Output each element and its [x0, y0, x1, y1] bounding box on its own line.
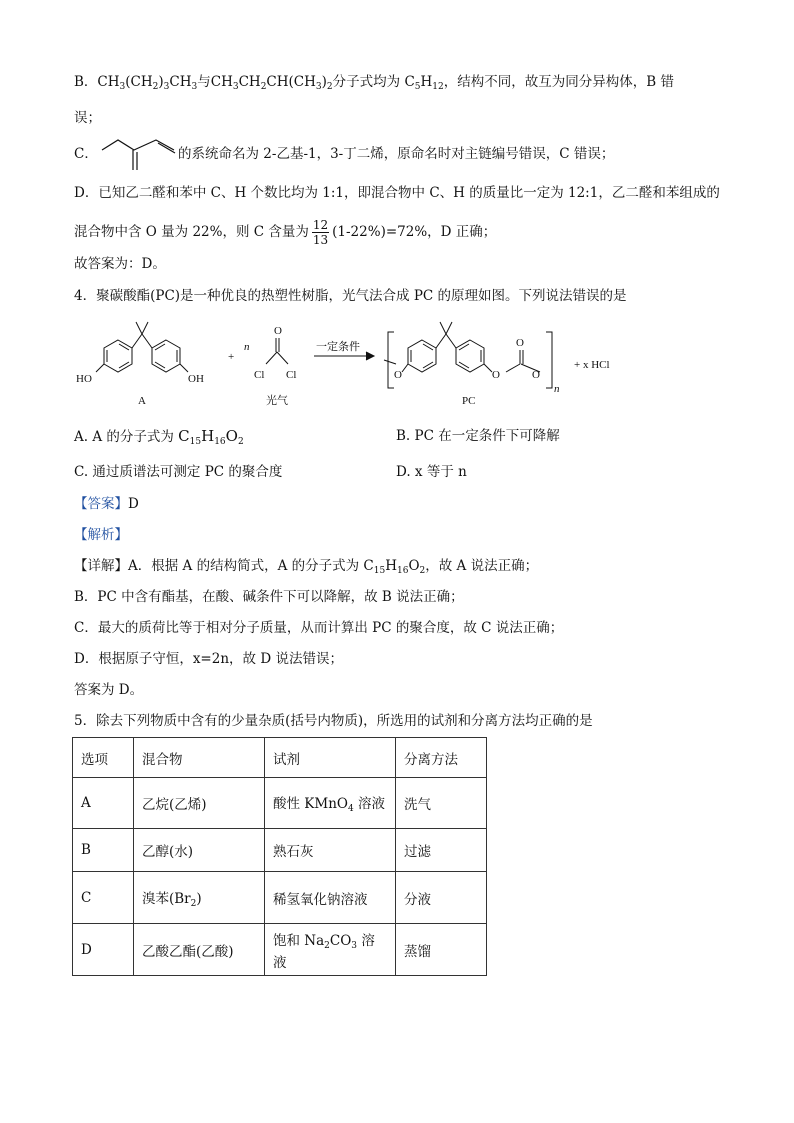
q4-option-c: C. 通过质谱法可测定 PC 的聚合度 — [74, 464, 283, 480]
cell-mixture: 乙醇(水) — [134, 829, 265, 872]
cell-mixture: 乙酸乙酯(乙酸) — [134, 924, 265, 976]
cell-option: A — [73, 778, 134, 829]
q5-table — [72, 737, 487, 976]
diene-structure — [100, 130, 180, 174]
q3-option-c: C． — [74, 146, 98, 162]
scheme-cl-left: Cl — [254, 369, 265, 381]
reaction-scheme — [70, 316, 630, 412]
q4-detail-d: D．根据原子守恒，x=2n，故 D 说法错误； — [74, 651, 343, 667]
q4-detail-a: 【详解】A．根据 A 的结构简式，A 的分子式为 $C_{15}H_{16}O_2$，故 A 说法正确； — [74, 558, 539, 576]
q4-option-d: D. x 等于 n — [396, 464, 467, 480]
table-row — [73, 872, 487, 924]
header-reagent: 试剂 — [265, 738, 396, 778]
scheme-label-pc: PC — [462, 395, 476, 407]
table-row — [73, 778, 487, 829]
q3-option-b: B．$CH_3(CH_2)_3CH_3$与$CH_3CH_2CH(CH_3)_2$分子式均为 $C_5H_{12}$，结构不同，故互为同分异构体，B 错 — [74, 74, 674, 92]
scheme-n: n — [244, 341, 250, 353]
scheme-condition: 一定条件 — [316, 341, 360, 353]
scheme-o-right: O — [492, 369, 500, 381]
q4-answer: 【答案】D — [74, 496, 139, 512]
table-header-row — [73, 738, 487, 778]
cell-reagent: 饱和 $Na_2CO_3$ 溶液 — [265, 924, 396, 976]
cell-reagent: 酸性 KMnO$_4$ 溶液 — [265, 778, 396, 829]
q3-option-c-text: 的系统命名为 2-乙基-1，3-丁二烯，原命名时对主链编号错误，C 错误； — [178, 146, 615, 162]
fraction: $\frac{12}{13}$ — [312, 218, 329, 247]
q4-analysis-tag: 【解析】 — [74, 527, 128, 543]
cell-option: D — [73, 924, 134, 976]
q3-option-d-line1: D．已知乙二醛和苯中 C、H 个数比均为 1:1，即混合物中 C、H 的质量比一定为 12:1，乙二醛和苯组成的 — [74, 185, 720, 201]
q3-option-d-line2: 混合物中含 O 量为 22%，则 C 含量为 $\frac{12}{13}$ (1-22%)=72%，D 正确； — [74, 218, 497, 247]
scheme-label-phosgene: 光气 — [266, 395, 288, 407]
scheme-plus: + — [228, 351, 235, 363]
q5-stem: 5．除去下列物质中含有的少量杂质(括号内物质)，所选用的试剂和分离方法均正确的是 — [74, 713, 593, 729]
cell-option: B — [73, 829, 134, 872]
q4-detail-c: C．最大的质荷比等于相对分子质量，从而计算出 PC 的聚合度，故 C 说法正确； — [74, 620, 564, 636]
q4-option-b: B. PC 在一定条件下可降解 — [396, 428, 560, 444]
scheme-label-a: A — [138, 395, 146, 407]
q4-stem: 4．聚碳酸酯(PC)是一种优良的热塑性树脂，光气法合成 PC 的原理如图。下列说法错误的是 — [74, 288, 627, 304]
header-method: 分离方法 — [396, 738, 487, 778]
scheme-oh: OH — [188, 373, 204, 385]
cell-method: 蒸馏 — [396, 924, 487, 976]
q3-option-b-wrap: 误； — [74, 110, 101, 126]
header-option: 选项 — [73, 738, 134, 778]
cell-method: 分液 — [396, 872, 487, 924]
cell-option: C — [73, 872, 134, 924]
scheme-hcl: + x HCl — [574, 359, 610, 371]
q3-answer: 故答案为：D。 — [74, 256, 166, 272]
q4-detail-b: B．PC 中含有酯基，在酸、碱条件下可以降解，故 B 说法正确； — [74, 589, 464, 605]
table-row — [73, 829, 487, 872]
header-mixture: 混合物 — [134, 738, 265, 778]
cell-method: 洗气 — [396, 778, 487, 829]
scheme-ho: HO — [76, 373, 92, 385]
cell-reagent: 稀氢氧化钠溶液 — [265, 872, 396, 924]
cell-method: 过滤 — [396, 829, 487, 872]
q4-conclusion: 答案为 D。 — [74, 682, 144, 698]
cell-mixture: 溴苯$(Br_2)$ — [134, 872, 265, 924]
cell-mixture: 乙烷(乙烯) — [134, 778, 265, 829]
scheme-o-phosgene: O — [274, 325, 282, 337]
cell-reagent: 熟石灰 — [265, 829, 396, 872]
scheme-o-left: O — [394, 369, 402, 381]
q4-option-a: A. A 的分子式为 $C_{15}H_{16}O_2$ — [74, 427, 244, 447]
scheme-cl-right: Cl — [286, 369, 297, 381]
scheme-sub-n: n — [554, 383, 560, 395]
table-row — [73, 924, 487, 976]
scheme-o-ester: O — [532, 369, 540, 381]
scheme-o-carbonyl: O — [516, 337, 524, 349]
